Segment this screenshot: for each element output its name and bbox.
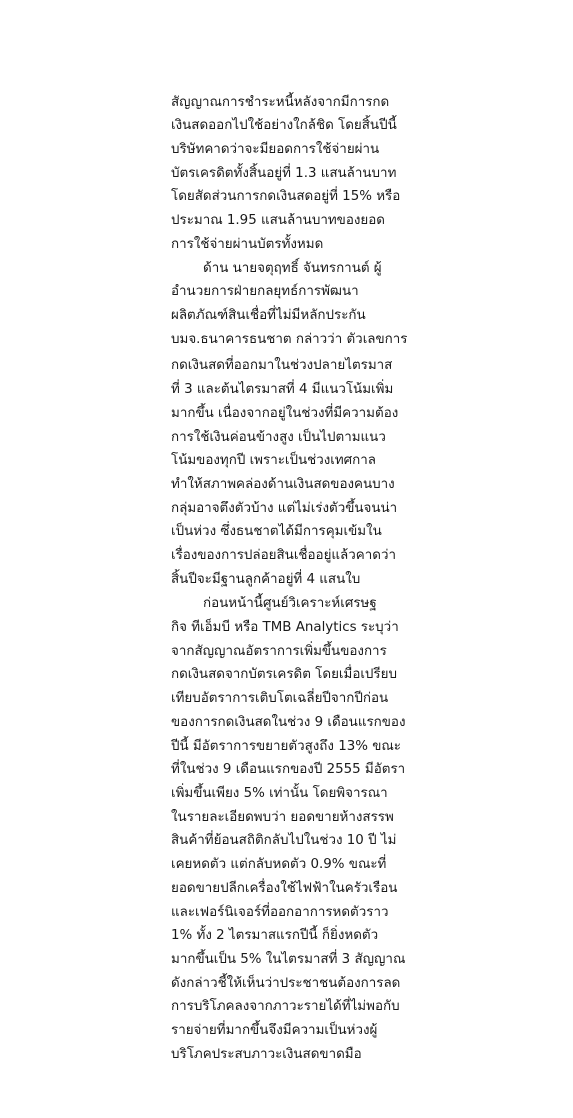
paragraph-line: จากสัญญาณอัตราการเพิ่มขึ้นของการ [171,644,387,659]
paragraph-line-indented: ก่อนหน้านี้ศูนย์วิเคราะห์เศรษฐ [203,596,377,611]
paragraph-line: ปีนี้ มีอัตราการขยายตัวสูงถึง 13% ขณะ [171,739,401,754]
paragraph-line: สัญญาณการชำระหนี้หลังจากมีการกด [171,95,390,110]
paragraph-line: เทียบอัตราการเติบโตเฉลี่ยปีจากปีก่อน [171,691,389,706]
paragraph-line: บริษัทคาดว่าจะมียอดการใช้จ่ายผ่าน [171,142,380,157]
paragraph-line: โดยสัดส่วนการกดเงินสดอยู่ที่ 15% หรือ [171,189,401,204]
paragraph-line: ที่ในช่วง 9 เดือนแรกของปี 2555 มีอัตรา [171,762,406,777]
paragraph-line: มากขึ้นเป็น 5% ในไตรมาสที่ 3 สัญญาณ [171,952,406,967]
paragraph-line: รายจ่ายที่มากขึ้นจึงมีความเป็นห่วงผู้ [171,1023,378,1038]
paragraph-line: ผลิตภัณฑ์สินเชื่อที่ไม่มีหลักประกัน [171,308,366,323]
paragraph-line: ในรายละเอียดพบว่า ยอดขายห้างสรรพ [171,810,394,825]
paragraph-line: กิจ ทีเอ็มบี หรือ TMB Analytics ระบุว่า [171,620,399,635]
paragraph-line: บมจ.ธนาคารธนชาต กล่าวว่า ตัวเลขการ [171,332,408,347]
paragraph-line: ประมาณ 1.95 แสนล้านบาทของยอด [171,213,385,228]
paragraph-line: เงินสดออกไปใช้อย่างใกล้ชิด โดยสิ้นปีนี้ [171,118,397,133]
paragraph-line: ดังกล่าวชี้ให้เห็นว่าประชาชนต้องการลด [171,976,401,991]
paragraph-line: กดเงินสดที่ออกมาในช่วงปลายไตรมาส [171,358,393,373]
paragraph-line: การใช้เงินค่อนข้างสูง เป็นไปตามแนว [171,430,386,445]
paragraph-line: สินค้าที่ย้อนสถิติกลับไปในช่วง 10 ปี ไม่ [171,833,397,848]
paragraph-line: ยอดขายปลีกเครื่องใช้ไฟฟ้าในครัวเรือน [171,881,398,896]
paragraph-line: เป็นห่วง ซึ่งธนชาตได้มีการคุมเข้มใน [171,524,382,539]
paragraph-line-indented: ด้าน นายจตุฤทธิ์ จันทรกานต์ ผู้ [203,261,382,276]
paragraph-line: บริโภคประสบภาวะเงินสดขาดมือ [171,1047,362,1062]
paragraph-line: เพิ่มขึ้นเพียง 5% เท่านั้น โดยพิจารณา [171,786,388,801]
paragraph-line: การบริโภคลงจากภาวะรายได้ที่ไม่พอกับ [171,999,400,1014]
paragraph-line: การใช้จ่ายผ่านบัตรทั้งหมด [171,237,324,252]
paragraph-line: เรื่องของการปล่อยสินเชื่ออยู่แล้วคาดว่า [171,548,396,563]
paragraph-line: กดเงินสดจากบัตรเครดิต โดยเมื่อเปรียบ [171,667,397,682]
paragraph-line: และเฟอร์นิเจอร์ที่ออกอาการหดตัวราว [171,905,389,920]
paragraph-line: เคยหดตัว แต่กลับหดตัว 0.9% ขณะที่ [171,857,387,872]
paragraph-line: อำนวยการฝ่ายกลยุทธ์การพัฒนา [171,284,359,299]
paragraph-line: ทำให้สภาพคล่องด้านเงินสดของคนบาง [171,477,395,492]
paragraph-line: 1% ทั้ง 2 ไตรมาสแรกปีนี้ ก็ยิ่งหดตัว [171,928,379,943]
paragraph-line: บัตรเครดิตทั้งสิ้นอยู่ที่ 1.3 แสนล้านบาท [171,166,397,181]
paragraph-line: กลุ่มอาจตึงตัวบ้าง แต่ไม่เร่งตัวขึ้นจนน่า [171,501,398,516]
paragraph-line: ที่ 3 และต้นไตรมาสที่ 4 มีแนวโน้มเพิ่ม [171,382,394,397]
paragraph-line: โน้มของทุกปี เพราะเป็นช่วงเทศกาล [171,453,377,468]
paragraph-line: สิ้นปีจะมีฐานลูกค้าอยู่ที่ 4 แสนใบ [171,572,361,587]
paragraph-line: ของการกดเงินสดในช่วง 9 เดือนแรกของ [171,715,406,730]
paragraph-line: มากขึ้น เนื่องจากอยู่ในช่วงที่มีความต้อง [171,406,399,421]
